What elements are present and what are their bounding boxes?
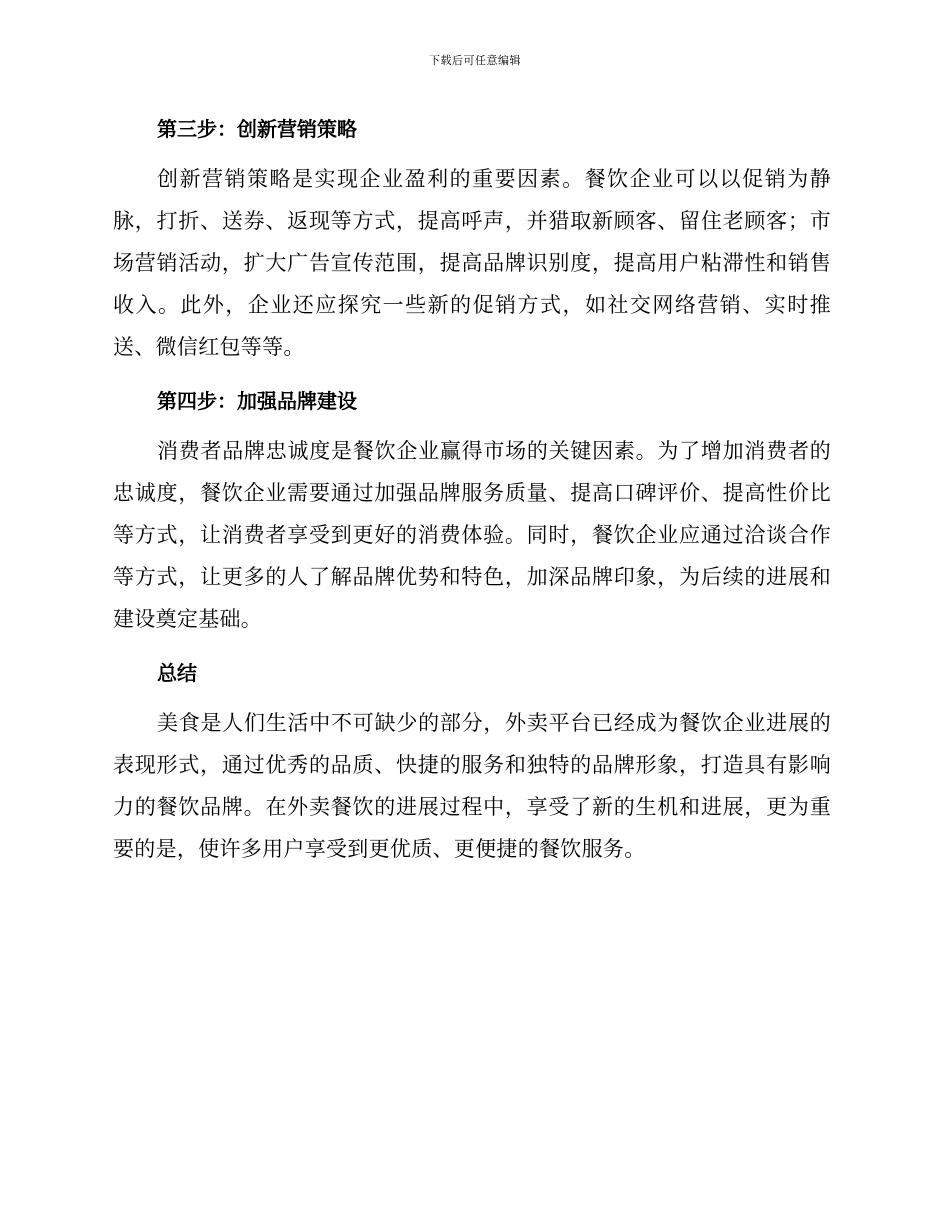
section-heading-step-three: 第三步：创新营销策略 xyxy=(157,117,357,141)
document-body xyxy=(113,108,831,882)
section-heading-summary: 总结 xyxy=(157,661,197,685)
section-paragraph-step-four: 消费者品牌忠诚度是餐饮企业赢得市场的关键因素。为了增加消费者的忠诚度，餐饮企业需要通过加强品牌服务质量、提高口碑评价、提高性价比等方式，让消费者享受到更好的消费体验。同时，餐饮企业应通过洽谈合作等方式，让更多的人了解品牌优势和特色，加深品牌印象，为后续的进展和建设奠定基础。 xyxy=(113,439,831,631)
header-note: 下载后可任意编辑 xyxy=(429,54,521,67)
section-paragraph-summary: 美食是人们生活中不可缺少的部分，外卖平台已经成为餐饮企业进展的表现形式，通过优秀的品质、快捷的服务和独特的品牌形象，打造具有影响力的餐饮品牌。在外卖餐饮的进展过程中，享受了新的生机和进展，更为重要的是，使许多用户享受到更优质、更便捷的餐饮服务。 xyxy=(113,711,831,861)
section-heading-step-four: 第四步：加强品牌建设 xyxy=(157,389,357,413)
section-paragraph-step-three: 创新营销策略是实现企业盈利的重要因素。餐饮企业可以以促销为静脉，打折、送券、返现等方式，提高呼声，并猎取新顾客、留住老顾客；市场营销活动，扩大广告宣传范围，提高品牌识别度，提高用户粘滞性和销售收入。此外，企业还应探究一些新的促销方式，如社交网络营销、实时推送、微信红包等等。 xyxy=(113,167,831,359)
